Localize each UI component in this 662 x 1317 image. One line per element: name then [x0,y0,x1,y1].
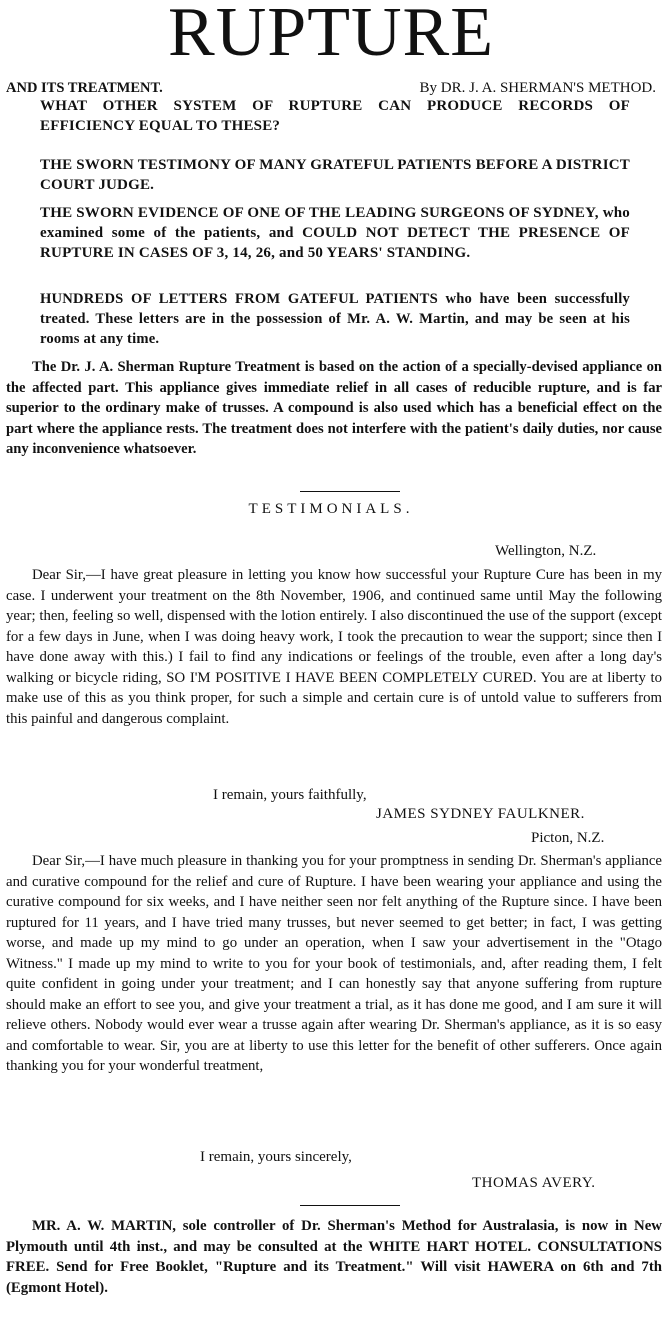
testimonial-body: Dear Sir,—I have much pleasure in thanking you for your promptness in sending Dr. Sherman's appliance and curative compound for the relief and cure of Rupture. I have been wearing your appliance and using the curative compound for six weeks, and I have neither seen nor felt anything of the Rupture since. I have been ruptured for 11 years, and I have tried many trusses, but never seemed to get better; in fact, I was getting worse, and made up my mind to go under an operation, when I saw your advertisement in the "Otago Witness." I made up my mind to write to you for your book of testimonials, and, after reading them, I felt quite confident in going under your treatment; and I can honestly say that anyone suffering from rupture should make an effort to see you, and give your treatment a trial, as it has done me good, and I am sure it will relieve others. Nobody would ever wear a trusse again after wearing Dr. Sherman's appliance, as it is so easy and comfortable to wear. Sir, you are at liberty to use this letter for the benefit of other sufferers. Once again thanking you for your wonderful treatment, [6,853,662,1074]
subhead-right: By DR. J. A. SHERMAN'S METHOD. [419,80,656,96]
testimonial-closing: I remain, yours sincerely, [200,1149,352,1165]
testimonial-place: Wellington, N.Z. [495,543,597,559]
testimonial-signature: JAMES SYDNEY FAULKNER. [376,806,585,822]
divider [300,491,400,492]
testimonial-place: Picton, N.Z. [531,830,605,846]
ad-title: RUPTURE [168,0,494,71]
intro-paragraph: The Dr. J. A. Sherman Rupture Treatment is based on the action of a specially-devised appliance on the affected part. This appliance gives immediate relief in all cases of reducible rupture, and is far superior to the ordinary make of trusses. A compound is also used which has a beneficial effect on the part where the appliance rests. The treatment does not interfere with the patient's daily duties, nor cause any inconvenience whatsoever. [6,359,662,457]
testimonial-signature: THOMAS AVERY. [472,1175,596,1191]
claim-paragraph: WHAT OTHER SYSTEM OF RUPTURE CAN PRODUCE RECORDS OF EFFICIENCY EQUAL TO THESE? [40,98,630,134]
subhead-left: AND ITS TREATMENT. [6,80,163,96]
claim-paragraph: THE SWORN TESTIMONY OF MANY GRATEFUL PATIENTS BEFORE A DISTRICT COURT JUDGE. [40,157,630,193]
claim-paragraph: THE SWORN EVIDENCE OF ONE OF THE LEADING SURGEONS OF SYDNEY, who examined some of the patients, and COULD NOT DETECT THE PRESENCE OF RUPTURE IN CASES OF 3, 14, 26, and 50 YEARS' STANDING. [40,205,630,261]
testimonial-closing: I remain, yours faithfully, [213,787,367,803]
testimonial-body: Dear Sir,—I have great pleasure in letting you know how successful your Rupture Cure has been in my case. I underwent your treatment on the 8th November, 1906, and continued same until May the following year; then, feeling so well, dispensed with the lotion entirely. I also discontinued the use of the support (except for a few days in June, when I was doing heavy work, I took the precaution to wear the support; since then I have done away with this.) I fail to find any indications or feelings of the trouble, even after a long day's walking or bicycle riding, SO I'M POSITIVE I HAVE BEEN COMPLETELY CURED. You are at liberty to make use of this as you think proper, for such a simple and certain cure is of untold value to sufferers from this painful and dangerous complaint. [6,567,662,727]
claim-paragraph: HUNDREDS OF LETTERS FROM GATEFUL PATIENTS who have been successfully treated. These letters are in the possession of Mr. A. W. Martin, and may be seen at his rooms at any time. [40,291,630,347]
testimonials-heading: TESTIMONIALS. [248,501,414,517]
footer-paragraph: MR. A. W. MARTIN, sole controller of Dr. Sherman's Method for Australasia, is now in New Plymouth until 4th inst., and may be consulted at the WHITE HART HOTEL. CONSULTATIONS FREE. Send for Free Booklet, "Rupture and its Treatment." Will visit HAWERA on 6th and 7th (Egmont Hotel). [6,1218,662,1296]
divider [300,1205,400,1206]
